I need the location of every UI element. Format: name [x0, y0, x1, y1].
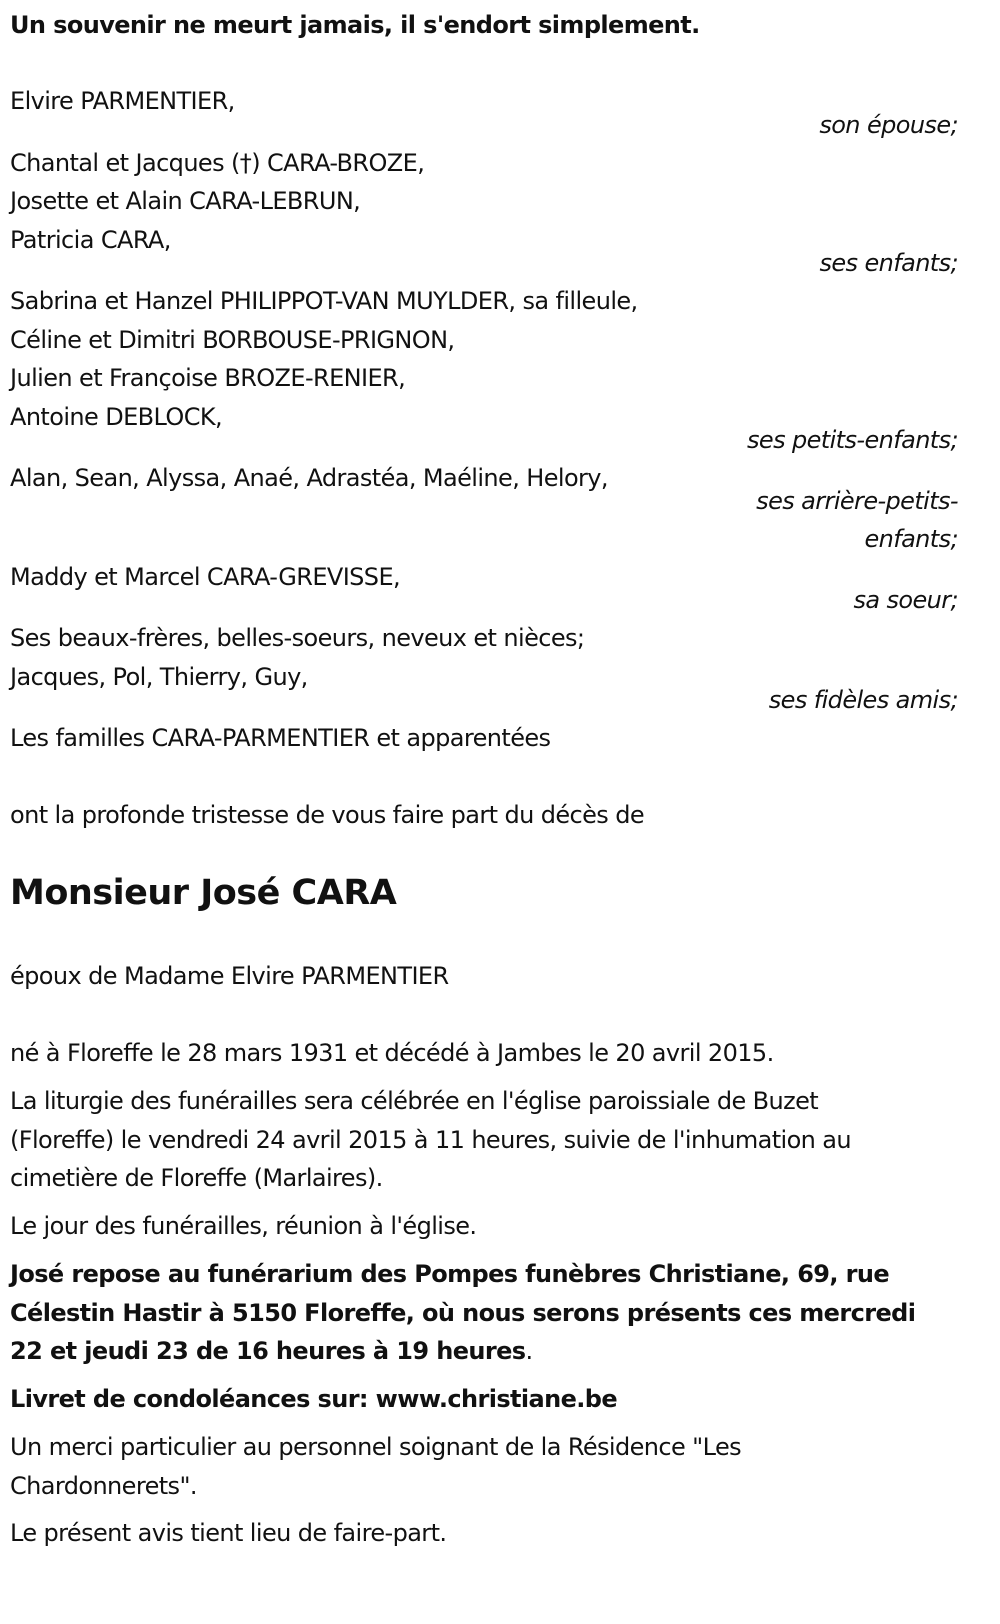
family-line: Jacques, Pol, Thierry, Guy,: [10, 663, 308, 691]
visitation-period: .: [525, 1337, 533, 1365]
announcement: ont la profonde tristesse de vous faire part du décès de: [10, 801, 645, 829]
relation-label: ses petits-enfants;: [747, 426, 958, 454]
thanks-line: Un merci particulier au personnel soignant de la Résidence "Les: [10, 1433, 742, 1461]
meeting-info: Le jour des funérailles, réunion à l'église.: [10, 1212, 477, 1240]
visitation-line: José repose au funérarium des Pompes funèbres Christiane, 69, rue: [10, 1260, 890, 1288]
relation-label: son épouse;: [819, 111, 958, 139]
family-line: Sabrina et Hanzel PHILIPPOT-VAN MUYLDER, sa filleule,: [10, 287, 638, 315]
deceased-name: Monsieur José CARA: [10, 873, 397, 913]
liturgy-line: cimetière de Floreffe (Marlaires).: [10, 1164, 383, 1192]
relation-label: ses enfants;: [819, 249, 958, 277]
family-line: Elvire PARMENTIER,: [10, 87, 235, 115]
family-line: Patricia CARA,: [10, 226, 171, 254]
liturgy-line: (Floreffe) le vendredi 24 avril 2015 à 11 heures, suivie de l'inhumation au: [10, 1126, 852, 1154]
closing-note: Le présent avis tient lieu de faire-part.: [10, 1519, 447, 1547]
liturgy-line: La liturgie des funérailles sera célébrée en l'église paroissiale de Buzet: [10, 1087, 819, 1115]
thanks-line: Chardonnerets".: [10, 1472, 197, 1500]
relation-label: ses arrière-petits-: [756, 487, 958, 515]
family-line: Les familles CARA-PARMENTIER et apparentées: [10, 724, 551, 752]
family-line: Ses beaux-frères, belles-soeurs, neveux et nièces;: [10, 624, 585, 652]
relation-label: sa soeur;: [853, 586, 958, 614]
family-line: Maddy et Marcel CARA-GREVISSE,: [10, 563, 401, 591]
condolences-link[interactable]: Livret de condoléances sur: www.christiane.be: [10, 1385, 618, 1413]
family-line: Alan, Sean, Alyssa, Anaé, Adrastéa, Maéline, Helory,: [10, 464, 608, 492]
epigraph: Un souvenir ne meurt jamais, il s'endort simplement.: [10, 11, 700, 39]
relation-label: enfants;: [864, 525, 958, 553]
visitation-line: [10, 1336, 533, 1366]
relation-label: ses fidèles amis;: [768, 686, 958, 714]
family-line: Chantal et Jacques (†) CARA-BROZE,: [10, 149, 425, 177]
visitation-hours: 22 et jeudi 23 de 16 heures à 19 heures: [10, 1337, 526, 1365]
family-line: Julien et Françoise BROZE-RENIER,: [10, 364, 406, 392]
visitation-line: Célestin Hastir à 5150 Floreffe, où nous serons présents ces mercredi: [10, 1299, 916, 1327]
family-line: Antoine DEBLOCK,: [10, 403, 223, 431]
family-line: Josette et Alain CARA-LEBRUN,: [10, 187, 361, 215]
spouse-line: époux de Madame Elvire PARMENTIER: [10, 962, 449, 990]
birth-death: né à Floreffe le 28 mars 1931 et décédé à Jambes le 20 avril 2015.: [10, 1039, 774, 1067]
family-line: Céline et Dimitri BORBOUSE-PRIGNON,: [10, 326, 455, 354]
